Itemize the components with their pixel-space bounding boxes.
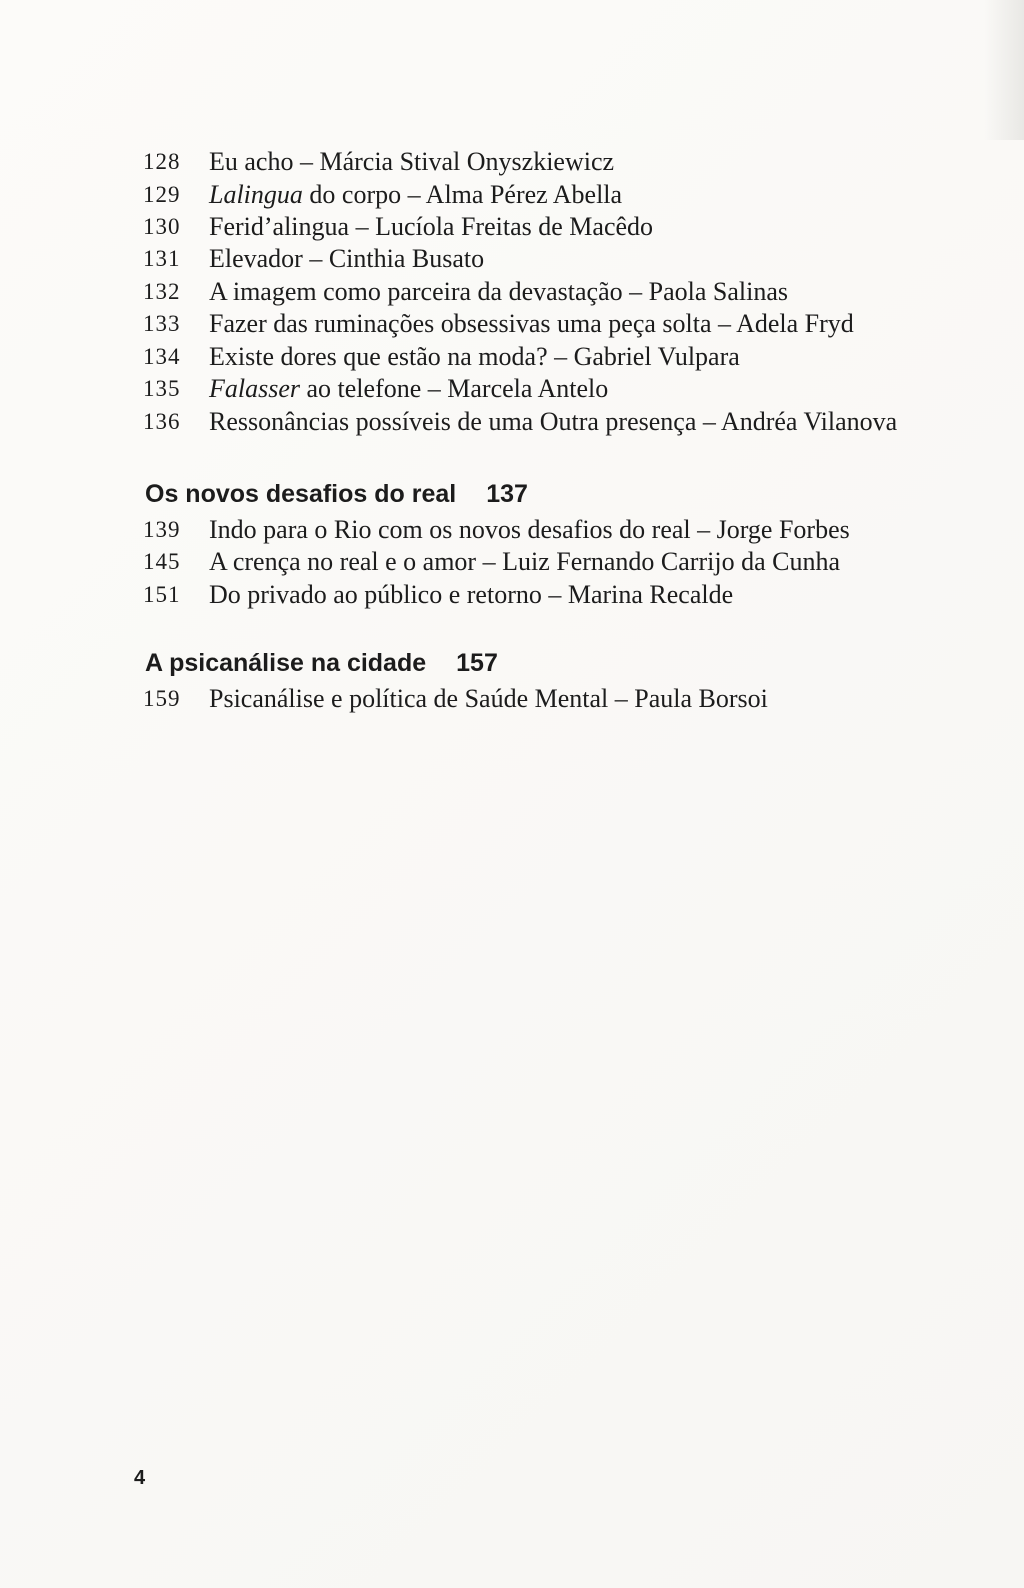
- entry-title: A imagem como parceira da devastação – Paola Salinas: [209, 277, 789, 306]
- entry-page-number: 135: [143, 376, 181, 401]
- entry-page-number: 134: [143, 344, 181, 369]
- entry-page-number: 129: [143, 182, 181, 207]
- entry-page-number: 130: [143, 214, 181, 239]
- section-page-number: 157: [456, 649, 498, 677]
- entry-title: Do privado ao público e retorno – Marina Recalde: [209, 580, 734, 609]
- entry-title-italic: Lalingua: [209, 180, 303, 209]
- section-heading: [145, 477, 528, 511]
- entry-page-number: 131: [143, 246, 181, 271]
- entry-page-number: 151: [143, 582, 181, 607]
- entry-title: Existe dores que estão na moda? – Gabriel Vulpara: [209, 342, 740, 371]
- section-title: Os novos desafios do real: [145, 480, 457, 508]
- entry-title: A crença no real e o amor – Luiz Fernando Carrijo da Cunha: [209, 547, 840, 576]
- entry-page-number: 136: [143, 409, 181, 434]
- entry-page-number: 133: [143, 311, 181, 336]
- page-edge-shadow: [984, 0, 1024, 140]
- section-heading: [145, 646, 498, 680]
- entry-title: Ferid’alingua – Lucíola Freitas de Macêdo: [209, 212, 654, 241]
- section-page-number: 137: [486, 480, 528, 508]
- entry-title: Ressonâncias possíveis de uma Outra presença – Andréa Vilanova: [209, 407, 898, 436]
- entry-title: Indo para o Rio com os novos desafios do real – Jorge Forbes: [209, 515, 850, 544]
- entry-title: Fazer das ruminações obsessivas uma peça solta – Adela Fryd: [209, 309, 854, 338]
- entry-page-number: 139: [143, 517, 181, 542]
- entry-title: Psicanálise e política de Saúde Mental – Paula Borsoi: [209, 684, 768, 713]
- entry-title: Falasser ao telefone – Marcela Antelo: [209, 374, 609, 403]
- entry-title: Elevador – Cinthia Busato: [209, 244, 485, 273]
- page-folio: 4: [134, 1467, 146, 1489]
- section-title: A psicanálise na cidade: [145, 649, 427, 677]
- entry-page-number: 132: [143, 279, 181, 304]
- entry-title: Eu acho – Márcia Stival Onyszkiewicz: [209, 147, 615, 176]
- entry-page-number: 145: [143, 549, 181, 574]
- entry-title: Lalingua do corpo – Alma Pérez Abella: [209, 180, 623, 209]
- entry-page-number: 159: [143, 686, 181, 711]
- entry-title-italic: Falasser: [209, 374, 300, 403]
- entry-page-number: 128: [143, 149, 181, 174]
